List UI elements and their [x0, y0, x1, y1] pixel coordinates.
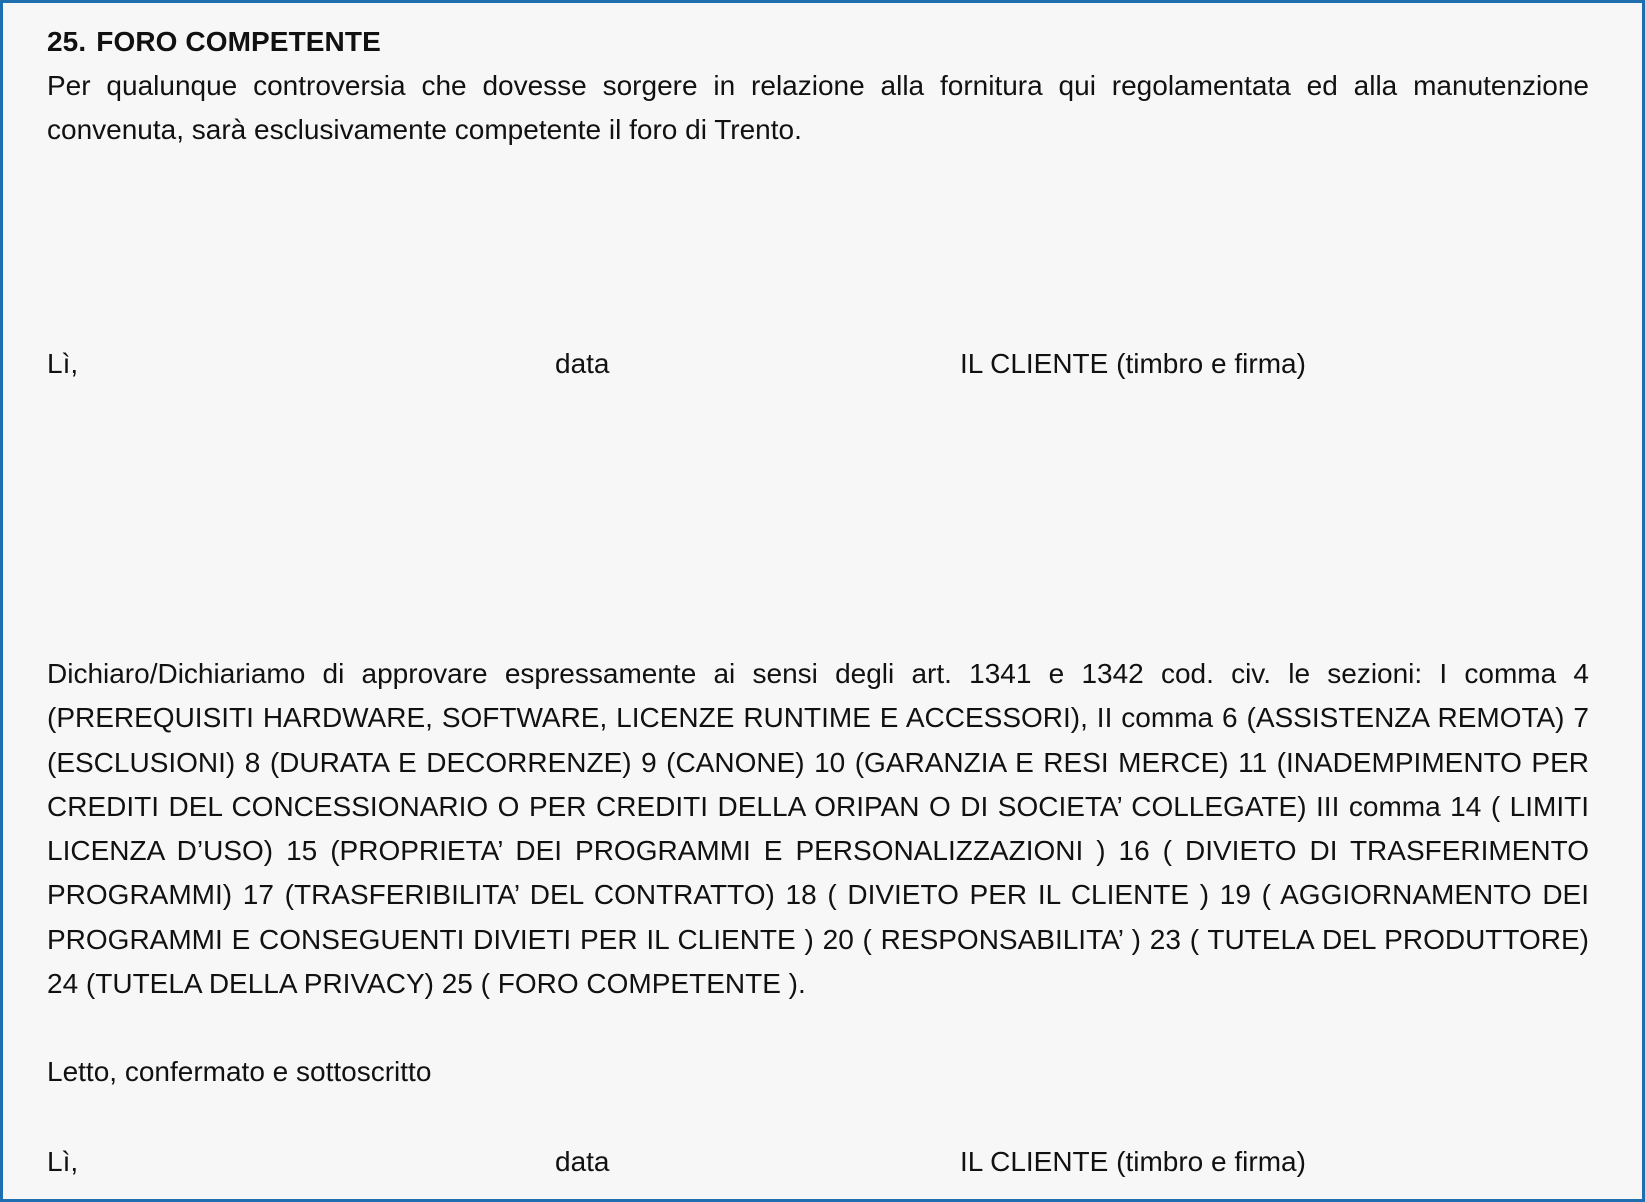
section-heading [47, 23, 381, 61]
section-number: 25. [47, 26, 87, 57]
signature-date-label: data [555, 1146, 610, 1177]
section-paragraph: Per qualunque controversia che dovesse sorgere in relazione alla fornitura qui regolamentata ed alla manutenzione convenuta, sarà esclusivamente competente il foro di Trento. [47, 70, 1589, 146]
signature-place-label: Lì, [47, 348, 79, 379]
confirmation-text: Letto, confermato e sottoscritto [47, 1056, 432, 1087]
signature-client-label: IL CLIENTE (timbro e firma) [960, 348, 1306, 379]
signature-date-label: data [555, 348, 610, 379]
section-title: FORO COMPETENTE [96, 26, 381, 57]
signature-client-label: IL CLIENTE (timbro e firma) [960, 1146, 1306, 1177]
approval-paragraph: Dichiaro/Dichiariamo di approvare espressamente ai sensi degli art. 1341 e 1342 cod. civ. le sezioni: I comma 4 (PREREQUISITI HARDWARE, SOFTWARE, LICENZE RUNTIME E ACCESSORI), II comma 6 (ASSISTENZA REMOTA) 7 (ESCLUSIONI) 8 (DURATA E DECORRENZE) 9 (CANONE) 10 (GARANZIA E RESI MERCE) 11 (INADEMPIMENTO PER CREDITI DEL CONCESSIONARIO O PER CREDITI DELLA ORIPAN O DI SOCIETA’ COLLEGATE) III comma 14 ( LIMITI LICENZA D’USO) 15 (PROPRIETA’ DEI PROGRAMMI E PERSONALIZZAZIONI ) 16 ( DIVIETO DI TRASFERIMENTO PROGRAMMI) 17 (TRASFERIBILITA’ DEL CONTRATTO) 18 ( DIVIETO PER IL CLIENTE ) 19 ( AGGIORNAMENTO DEI PROGRAMMI E CONSEGUENTI DIVIETI PER IL CLIENTE ) 20 ( RESPONSABILITA’ ) 23 ( TUTELA DEL PRODUTTORE) 24 (TUTELA DELLA PRIVACY) 25 ( FORO COMPETENTE ). [47, 658, 1589, 1000]
signature-place-label: Lì, [47, 1146, 79, 1177]
